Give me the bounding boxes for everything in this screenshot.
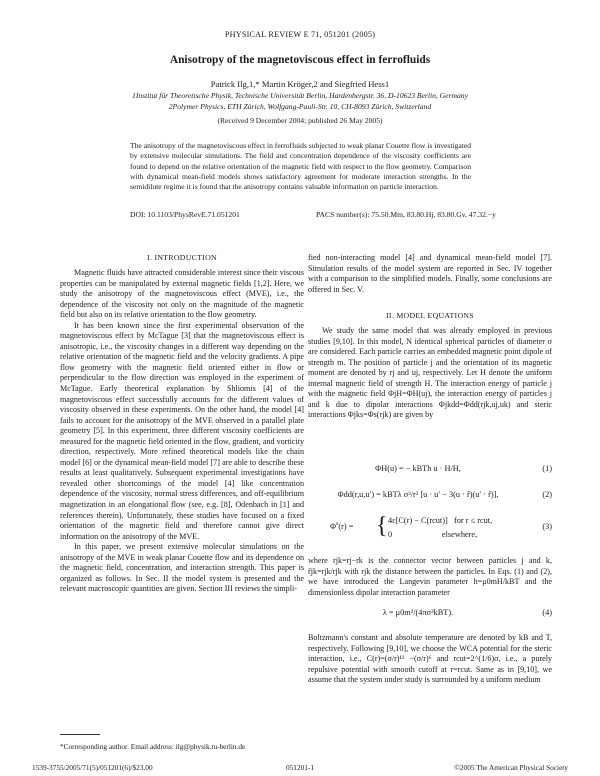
equation-number: (4) [542,608,552,617]
footer-page: 051201-1 [286,763,314,772]
after-eq3-text [308,556,552,598]
pacs-numbers: PACS number(s): 75.50.Mm, 83.80.Hj, 83.80.Gv, 47.32.−y [316,210,496,219]
equation-body: λ = μ0m²/(4πσ³kBT). [382,608,454,617]
paragraph: It has been known since the first experimental observation of the magnetoviscous effect by McTague [3] that the magnetoviscous effect is anisotropic, i.e., the viscosity changes in a different way depending on the relative orientation of the magnetic field and the velocity gradients. A pipe flow geometry with the magnetic field oriented either in flow or perpendicular to the flow direction was employed in the experiment of McTague. Early theoretical explanation by Shliomis [4] of the magnetoviscous effect successfully accounts for the different values of viscosity observed in these experiments. On the other hand, the model [4] fails to account for the anisotropy of the MVE observed in a parallel plate geometry [5]. In this experiment, three different viscosity coefficients are measured for the magnetic field oriented in the flow, gradient, and vorticity direction, respectively. More refined theoretical models like the chain model [6] or the dynamical mean-field model [7] are able to describe these results at least qualitatively. Subsequent experimental investigations have revealed other shortcomings of the model [4] like concentration dependence of the viscosity, normal stress differences, and off-equilibrium magnetization in an elongational flow (see, e.g. [8], Odenbach in [1] and references therein). Unfortunately, these studies have focused on a fixed orientation of the magnetic field and therefore cannot give direct information on the anisotropy of the MVE. [60,320,304,541]
paragraph: Boltzmann's constant and absolute temperature are denoted by kB and T, respectively. Following [9,10], we choose the WCA potential for the steric interaction, i.e., C(r)=(σ/r)¹² −(σ/r)⁶ and rcut=2^(1/6)σ, i.e., a purely repulsive potential with smooth cutoff at r=rcut. Same as in [9,10], we assume that the system under study is surrounded by a uniform medium [308,633,552,685]
equation-1 [308,464,552,480]
paragraph: where rjk=rj−rk is the connector vector between particles j and k, r̂jk=rjk/rjk with rjk the distance between the particles. In Eqs. (1) and (2), we have introduced the Langevin parameter h=μ0mH/kBT and the dimensionless dipolar interaction parameter [308,556,552,597]
affiliation-2: 2Polymer Physics, ETH Zürich, Wolfgang-Pauli-Str. 10, CH-8093 Zürich, Switzerland [168,102,432,111]
equation-number: (2) [542,490,552,499]
abstract: The anisotropy of the magnetoviscous effect in ferrofluids subjected to weak planar Couette flow is investigated by extensive molecular simulations. The field and concentration dependence of the viscosity coefficients are found to depend on the relative orientation of the magnetic field with respect to the flow geometry. Comparison with dynamical mean-field models shows satisfactory agreement for moderate interaction strengths. In the semidilute regime it is found that the anisotropy contains valuable information on particle interaction. [130,141,471,192]
model-text [308,326,552,421]
intro-text [60,268,304,595]
affiliation-1: 1Institut für Theoretische Physik, Technische Universität Berlin, Hardenbergstr. 36, D-10623 Berlin, Germany [132,91,468,100]
footer-issn: 1539-3755/2005/71(5)/051201(6)/$23.00 [32,763,153,772]
paragraph: fied non-interacting model [4] and dynamical mean-field model [7]. Simulation results of the model system are reported in Sec. IV together with a comparison to the simplified models. Finally, some conclusions are offered in Sec. V. [308,253,552,294]
equation-number: (3) [542,522,552,531]
after-eq4-text [308,633,552,686]
equation-case: 0 elsewhere, [388,530,478,539]
equation-case: 4ε[C(r) − C(rcut)] for r ≤ rcut, [388,516,493,525]
brace: { [376,513,388,539]
footer-copyright: ©2005 The American Physical Society [454,763,568,772]
equation-body: ΦH(u) = − kBTh u · H/H, [375,464,461,473]
running-head: PHYSICAL REVIEW E 71, 051201 (2005) [224,30,376,39]
equation-body: Φdd(r,u,u′) = kBTλ σ³/r³ [u · u′ − 3(u · r̂)(u′ · r̂)], [337,490,499,499]
paper-title: Anisotropy of the magnetoviscous effect in ferrofluids [169,54,431,66]
footnote: *Corresponding author. Email address: ilg@physik.tu-berlin.de [60,742,246,751]
intro-continuation [308,253,552,295]
received-dates: (Received 9 December 2004; published 26 May 2005) [217,116,383,125]
doi: DOI: 10.1103/PhysRevE.71.051201 [130,210,240,219]
equation-4 [308,608,552,624]
equation-number: (1) [542,464,552,473]
equation-3 [308,513,552,546]
footnote-rule [60,734,100,735]
section-heading-introduction: I. INTRODUCTION [147,253,217,262]
author-list: Patrick Ilg,1,* Martin Kröger,2 and Siegfried Hess1 [210,79,390,89]
paragraph: We study the same model that was already employed in previous studies [9,10]. In this model, N identical spherical particles of diameter σ are considered. Each particle carries an embedded magnetic point dipole of strength m. The position of particle j and the orientation of its magnetic moment are denoted by rj and uj, respectively. Let H denote the uniform internal magnetic field of strength H. The interaction energy of particle j with the magnetic field ΦjH=ΦH(uj), the interaction energy of particles j and k due to dipolar interactions Φjkdd=Φdd(rjk,uj,uk) and steric interactions Φjks=Φs(rjk) are given by [308,326,552,420]
paragraph: Magnetic fluids have attracted considerable interest since their viscous properties can be manipulated by external magnetic fields [1,2]. Here, we study the anisotropy of the magnetoviscous effect (MVE), i.e., the dependence of the viscosity not only on the magnitude of the magnetic field but also on its relative orientation to the flow geometry. [60,268,304,320]
equation-lhs: $\Phi^s(r)$ = [330,521,354,531]
paragraph: In this paper, we present extensive molecular simulations on the anisotropy of the MVE in weak planar Couette flow and its dependence on the magnetic field, concentration, and interaction strength. This paper is organized as follows. In Sec. II the model system is presented and the relevant macroscopic quantities are given. Section III reviews the simpli- [60,542,304,594]
section-heading-model: II. MODEL EQUATIONS [386,311,474,320]
equation-2 [308,490,552,506]
